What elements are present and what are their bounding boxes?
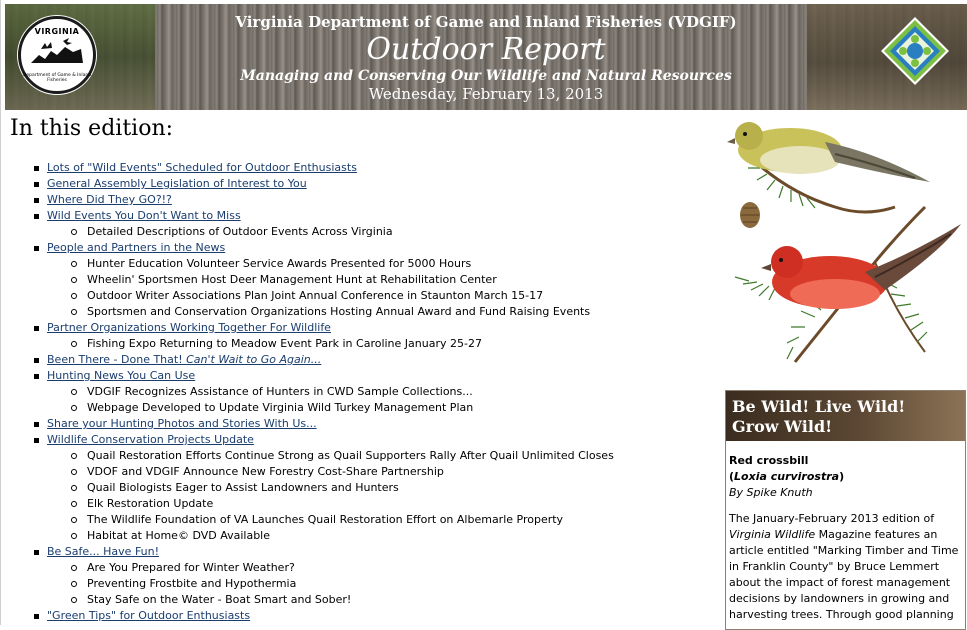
toc-section-link[interactable] [47,353,321,366]
toc-subsection-item: Habitat at Home© DVD Available [47,528,721,544]
byline-text: By Spike Knuth [729,486,813,499]
header-banner [5,4,967,110]
toc-section-link[interactable] [47,609,250,622]
seal-state-text: VIRGINIA [34,27,80,36]
toc-section-label: Where Did They GO?!? [47,193,172,206]
toc-section-item [31,608,721,624]
toc-subsection-item: Quail Restoration Efforts Continue Strong as Quail Supporters Rally After Quail Unlimited Closes [47,448,721,464]
toc-section-item [31,176,721,192]
spacer [729,501,962,511]
toc-subsection-item: Outdoor Writer Associations Plan Joint Annual Conference in Staunton March 15-17 [47,288,721,304]
toc-section-label-italic: Can't Wait to Go Again... [186,353,322,366]
toc-subsection-item: VDOF and VDGIF Announce New Forestry Cost-Share Partnership [47,464,721,480]
toc-subsection-list [47,448,721,544]
toc-subsection-item: Webpage Developed to Update Virginia Wild Turkey Management Plan [47,400,721,416]
newsletter-title: Outdoor Report [366,32,606,67]
toc-subsection-item: Stay Safe on the Water - Boat Smart and Sober! [47,592,721,608]
toc-section-link[interactable] [47,161,357,174]
be-wild-body [726,441,965,623]
toc-section-label: Partner Organizations Working Together For Wildlife [47,321,331,334]
toc-section-label: "Green Tips" for Outdoor Enthusiasts [47,609,251,622]
newsletter-tagline: Managing and Conserving Our Wildlife and Natural Resources [240,68,732,84]
magazine-name: Virginia Wildlife [729,528,816,541]
toc-section-item [31,352,721,368]
body-text-part2: Magazine features an article entitled "Marking Timber and Time in Franklin County" by Bruce Lemmert about the impact of forest management decisions by landowners in growing and harvesting trees. Through good planning [729,528,959,621]
body-text-part1: The January-February 2013 edition of [729,512,935,525]
toc-subsection-item: Elk Restoration Update [47,496,721,512]
toc-subsection-item: Preventing Frostbite and Hypothermia [47,576,721,592]
agency-name: Virginia Department of Game and Inland Fisheries (VDGIF) [235,13,737,31]
be-wild-feature-box [725,390,966,630]
toc-section-link[interactable] [47,433,254,446]
be-wild-heading-line2: Grow Wild! [732,417,833,436]
species-paren-open: ( [729,470,735,483]
toc-section-link[interactable] [47,369,195,382]
toc-section-link[interactable] [47,177,307,190]
seal-subtitle: Department of Game & Inland Fisheries [22,73,92,83]
toc-section-link[interactable] [47,193,172,206]
edition-heading: In this edition: [10,116,174,141]
toc-section-link[interactable] [47,321,331,334]
toc-subsection-item: Fishing Expo Returning to Meadow Event Park in Caroline January 25-27 [47,336,721,352]
toc-subsection-item: The Wildlife Foundation of VA Launches Quail Restoration Effort on Albemarle Property [47,512,721,528]
toc-subsection-list [47,256,721,320]
byline [729,485,962,501]
toc-subsection-item: Quail Biologists Eager to Assist Landowners and Hunters [47,480,721,496]
toc-section-item [31,432,721,544]
toc-section-item [31,208,721,240]
toc-section-label: Be Safe... Have Fun! [47,545,160,558]
be-wild-header [726,391,965,441]
crossbill-illustration [725,112,965,382]
toc-section-item [31,368,721,416]
issue-date: Wednesday, February 13, 2013 [368,85,604,103]
toc-section-label: People and Partners in the News [47,241,226,254]
toc-section-label: Lots of "Wild Events" Scheduled for Outdoor Enthusiasts [47,161,357,174]
toc-subsection-item: Wheelin' Sportsmen Host Deer Management Hunt at Rehabilitation Center [47,272,721,288]
table-of-contents [31,160,721,624]
toc-subsection-item: VDGIF Recognizes Assistance of Hunters in CWD Sample Collections... [47,384,721,400]
toc-section-label: General Assembly Legislation of Interest to You [47,177,307,190]
toc-section-item [31,240,721,320]
species-paren-close: ) [839,470,845,483]
toc-section-label: Wildlife Conservation Projects Update [47,433,254,446]
toc-section-label: Hunting News You Can Use [47,369,196,382]
toc-section-label: Share your Hunting Photos and Stories With Us... [47,417,317,430]
toc-section-link[interactable] [47,241,225,254]
toc-subsection-list [47,560,721,608]
toc-subsection-item: Are You Prepared for Winter Weather? [47,560,721,576]
species-scientific-name: Loxia curvirostra [734,470,840,483]
toc-section-link[interactable] [47,545,159,558]
toc-section-item [31,544,721,608]
toc-section-item [31,320,721,352]
toc-subsection-list [47,384,721,416]
toc-section-label: Wild Events You Don't Want to Miss [47,209,241,222]
toc-section-item [31,192,721,208]
toc-section-label: Been There - Done That! [47,353,187,366]
toc-subsection-list [47,224,721,240]
species-scientific-line [729,469,962,485]
toc-list [31,160,721,624]
toc-subsection-item: Sportsmen and Conservation Organizations Hosting Annual Award and Fund Raising Events [47,304,721,320]
toc-subsection-item: Detailed Descriptions of Outdoor Events Across Virginia [47,224,721,240]
feature-body-text [729,511,962,623]
be-wild-heading-line1: Be Wild! Live Wild! [732,397,906,416]
toc-subsection-item: Hunter Education Volunteer Service Awards Presented for 5000 Hours [47,256,721,272]
toc-section-link[interactable] [47,209,241,222]
diamond-pattern-logo [880,16,950,86]
toc-section-item [31,416,721,432]
species-name: Red crossbill [729,454,809,467]
toc-section-link[interactable] [47,417,317,430]
toc-subsection-list [47,336,721,352]
toc-section-item [31,160,721,176]
